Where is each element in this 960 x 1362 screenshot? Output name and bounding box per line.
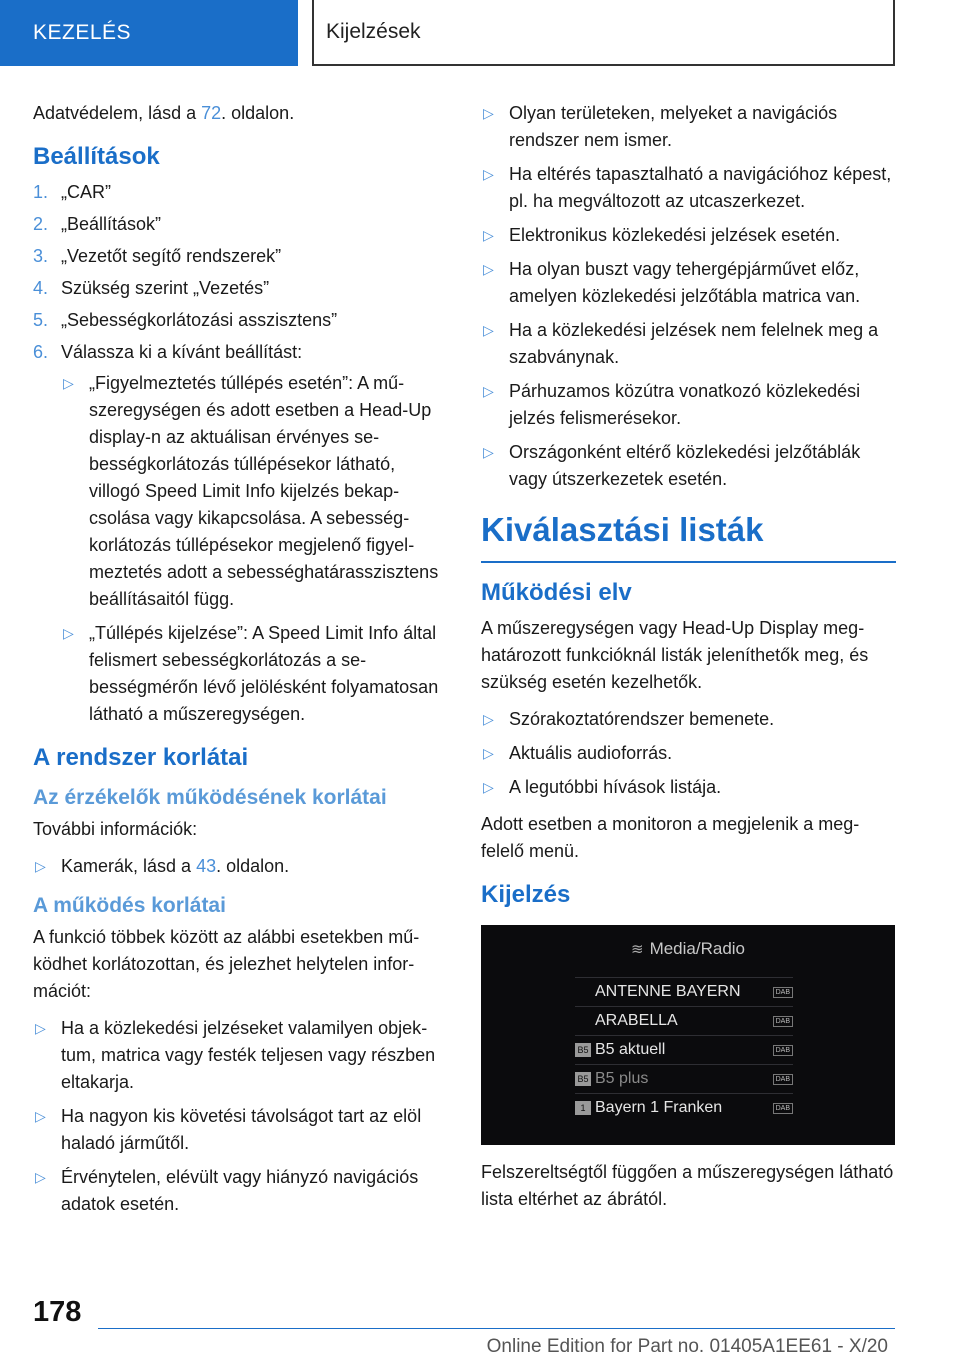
left-column (33, 100, 448, 1228)
page-link-43[interactable]: 43 (196, 856, 217, 876)
triangle-bullet-icon: ▷ (483, 779, 494, 795)
page-header (0, 0, 960, 66)
station-logo-icon: 1 (575, 1101, 591, 1115)
limits-continued-list (481, 100, 896, 493)
list-item: ▷ Országonként eltérő közlekedési jelzőtáblák vagy útszerkezetek esetén. (481, 439, 896, 493)
sensors-heading: Az érzékelők működésének korlátai (33, 786, 387, 809)
function-limits-heading: A működés korlátai (33, 894, 226, 917)
principle-heading: Működési elv (481, 579, 632, 606)
step-item: 3. „Vezetőt segítő rendszerek” (33, 246, 282, 266)
step-item: 4. Szükség szerint „Vezetés” (33, 278, 270, 298)
triangle-bullet-icon: ▷ (483, 105, 494, 121)
step-item: 5. „Sebességkorlátozási asszisztens” (33, 310, 338, 330)
triangle-bullet-icon: ▷ (483, 711, 494, 727)
station-row: 1 Bayern 1 Franken DAB (575, 1093, 793, 1122)
list-item: ▷ Aktuális audioforrás. (481, 740, 896, 767)
station-row: ANTENNE BAYERN DAB (575, 977, 793, 1006)
triangle-bullet-icon: ▷ (483, 383, 494, 399)
list-item: ▷ Ha olyan buszt vagy tehergépjárművet előz, amelyen közlekedési jelzőtábla matrica van. (481, 256, 896, 310)
edition-note: Online Edition for Part no. 01405A1EE61 - X/20 (486, 1336, 888, 1357)
footer-divider (98, 1328, 895, 1329)
figure-caption: Felszereltségtől függően a műszeregységen látható lista eltérhet az ábrától. (481, 1162, 894, 1209)
list-item: ▷ Szórakoztatórendszer bemenete. (481, 706, 896, 733)
station-row: B5 B5 aktuell DAB (575, 1035, 793, 1064)
list-item: ▷ Ha eltérés tapasztalható a navigációhoz képest, pl. ha megváltozott az utcaszerkezet. (481, 161, 896, 215)
media-radio-icon: ≋ (630, 941, 644, 958)
station-logo-icon: B5 (575, 1072, 591, 1086)
option-item: ▷ „Túllépés kijelzése”: A Speed Limit Info által felismert sebességkorlátozás a sebességmérőn lévő jelölésként folyamatosan látható a műszeregységen. (61, 620, 448, 728)
triangle-bullet-icon: ▷ (483, 322, 494, 338)
principle-text: A műszeregységen vagy Head-Up Display meghatározott funkcióknál listák jeleníthetők meg, és szükség esetén kezelhetők. (481, 618, 869, 692)
triangle-bullet-icon: ▷ (483, 166, 494, 182)
list-item: ▷ Ha a közlekedési jelzéseket valamilyen objektum, matrica vagy festék teljesen vagy részben eltakarja. (33, 1015, 448, 1096)
list-item: ▷ Olyan területeken, melyeket a navigációs rendszer nem ismer. (481, 100, 896, 154)
triangle-bullet-icon: ▷ (35, 858, 46, 874)
station-list (575, 977, 793, 1122)
sensors-list (33, 853, 448, 880)
triangle-bullet-icon: ▷ (35, 1108, 46, 1124)
triangle-bullet-icon: ▷ (63, 375, 74, 391)
triangle-bullet-icon: ▷ (483, 444, 494, 460)
list-item: ▷ Kamerák, lásd a 43. oldalon. (33, 853, 448, 880)
function-limits-list (33, 1015, 448, 1218)
settings-steps (33, 179, 448, 728)
page-number: 178 (33, 1296, 82, 1328)
right-column (481, 100, 896, 1223)
screen-header: ≋ Media/Radio (630, 939, 746, 958)
privacy-note: Adatvédelem, lásd a 72. oldalon. (33, 103, 295, 123)
list-item: ▷ Ha a közlekedési jelzések nem felelnek meg a szabványnak. (481, 317, 896, 371)
menu-text: Adott esetben a monitoron a megjelenik a megfelelő menü. (481, 814, 860, 861)
limits-heading: A rendszer korlátai (33, 744, 249, 771)
list-item: ▷ Elektronikus közlekedési jelzések esetén. (481, 222, 896, 249)
triangle-bullet-icon: ▷ (35, 1169, 46, 1185)
chapter-title: Kijelzések (312, 0, 895, 66)
page-link-72[interactable]: 72 (201, 103, 222, 123)
triangle-bullet-icon: ▷ (483, 745, 494, 761)
step-item: 6. Válassza ki a kívánt beállítást: ▷ „Figyelmeztetés túllépés esetén”: A műszeregységen és adott esetben a Head-Up display-n az aktuálisan érvényes sebességkorlátozás túllépésekor látható, villogó Speed Limit Info kijelzés bekapcsolása vagy kikapcsolása. A sebességkorlátozás túllépésekor megjelenő figyelmeztetés adott a sebességhatárasszisztens beállításaitól függ. ▷ „Túllépés kijelzése”: A Speed Limit Info által felismert sebességkorlátozás a sebességmérőn lévő jelölésként folyamatosan látható a műszeregységen. (33, 339, 448, 728)
settings-heading: Beállítások (33, 143, 160, 170)
display-heading: Kijelzés (481, 881, 571, 908)
list-item: ▷ Érvénytelen, elévült vagy hiányzó navigációs adatok esetén. (33, 1164, 448, 1218)
selection-lists-heading: Kiválasztási listák (481, 511, 896, 563)
list-item: ▷ Ha nagyon kis követési távolságot tart az elöl haladó járműtől. (33, 1103, 448, 1157)
option-item: ▷ „Figyelmeztetés túllépés esetén”: A műszeregységen és adott esetben a Head-Up display-n az aktuálisan érvényes sebességkorlátozás túllépésekor látható, villogó Speed Limit Info kijelzés bekapcsolása vagy kikapcsolása. A sebességkorlátozás túllépésekor megjelenő figyelmeztetés adott a sebességhatárasszisztens beállításaitól függ. (61, 370, 448, 613)
settings-options (61, 370, 448, 728)
function-limits-text: A funkció többek között az alábbi esetekben működhet korlátozottan, és jelezhet helytelen információt: (33, 927, 420, 1001)
more-info-text: További információk: (33, 819, 198, 839)
triangle-bullet-icon: ▷ (483, 227, 494, 243)
section-tab: KEZELÉS (0, 0, 298, 66)
triangle-bullet-icon: ▷ (63, 625, 74, 641)
station-logo-icon: B5 (575, 1043, 591, 1057)
list-item: ▷ Párhuzamos közútra vonatkozó közlekedési jelzés felismerésekor. (481, 378, 896, 432)
step-item: 2. „Beállítások” (33, 214, 162, 234)
triangle-bullet-icon: ▷ (483, 261, 494, 277)
triangle-bullet-icon: ▷ (35, 1020, 46, 1036)
step-item: 1. „CAR” (33, 182, 111, 202)
principle-list (481, 706, 896, 801)
station-row: ARABELLA DAB (575, 1006, 793, 1035)
media-radio-screenshot (481, 925, 895, 1145)
station-row: B5 B5 plus DAB (575, 1064, 793, 1093)
list-item: ▷ A legutóbbi hívások listája. (481, 774, 896, 801)
